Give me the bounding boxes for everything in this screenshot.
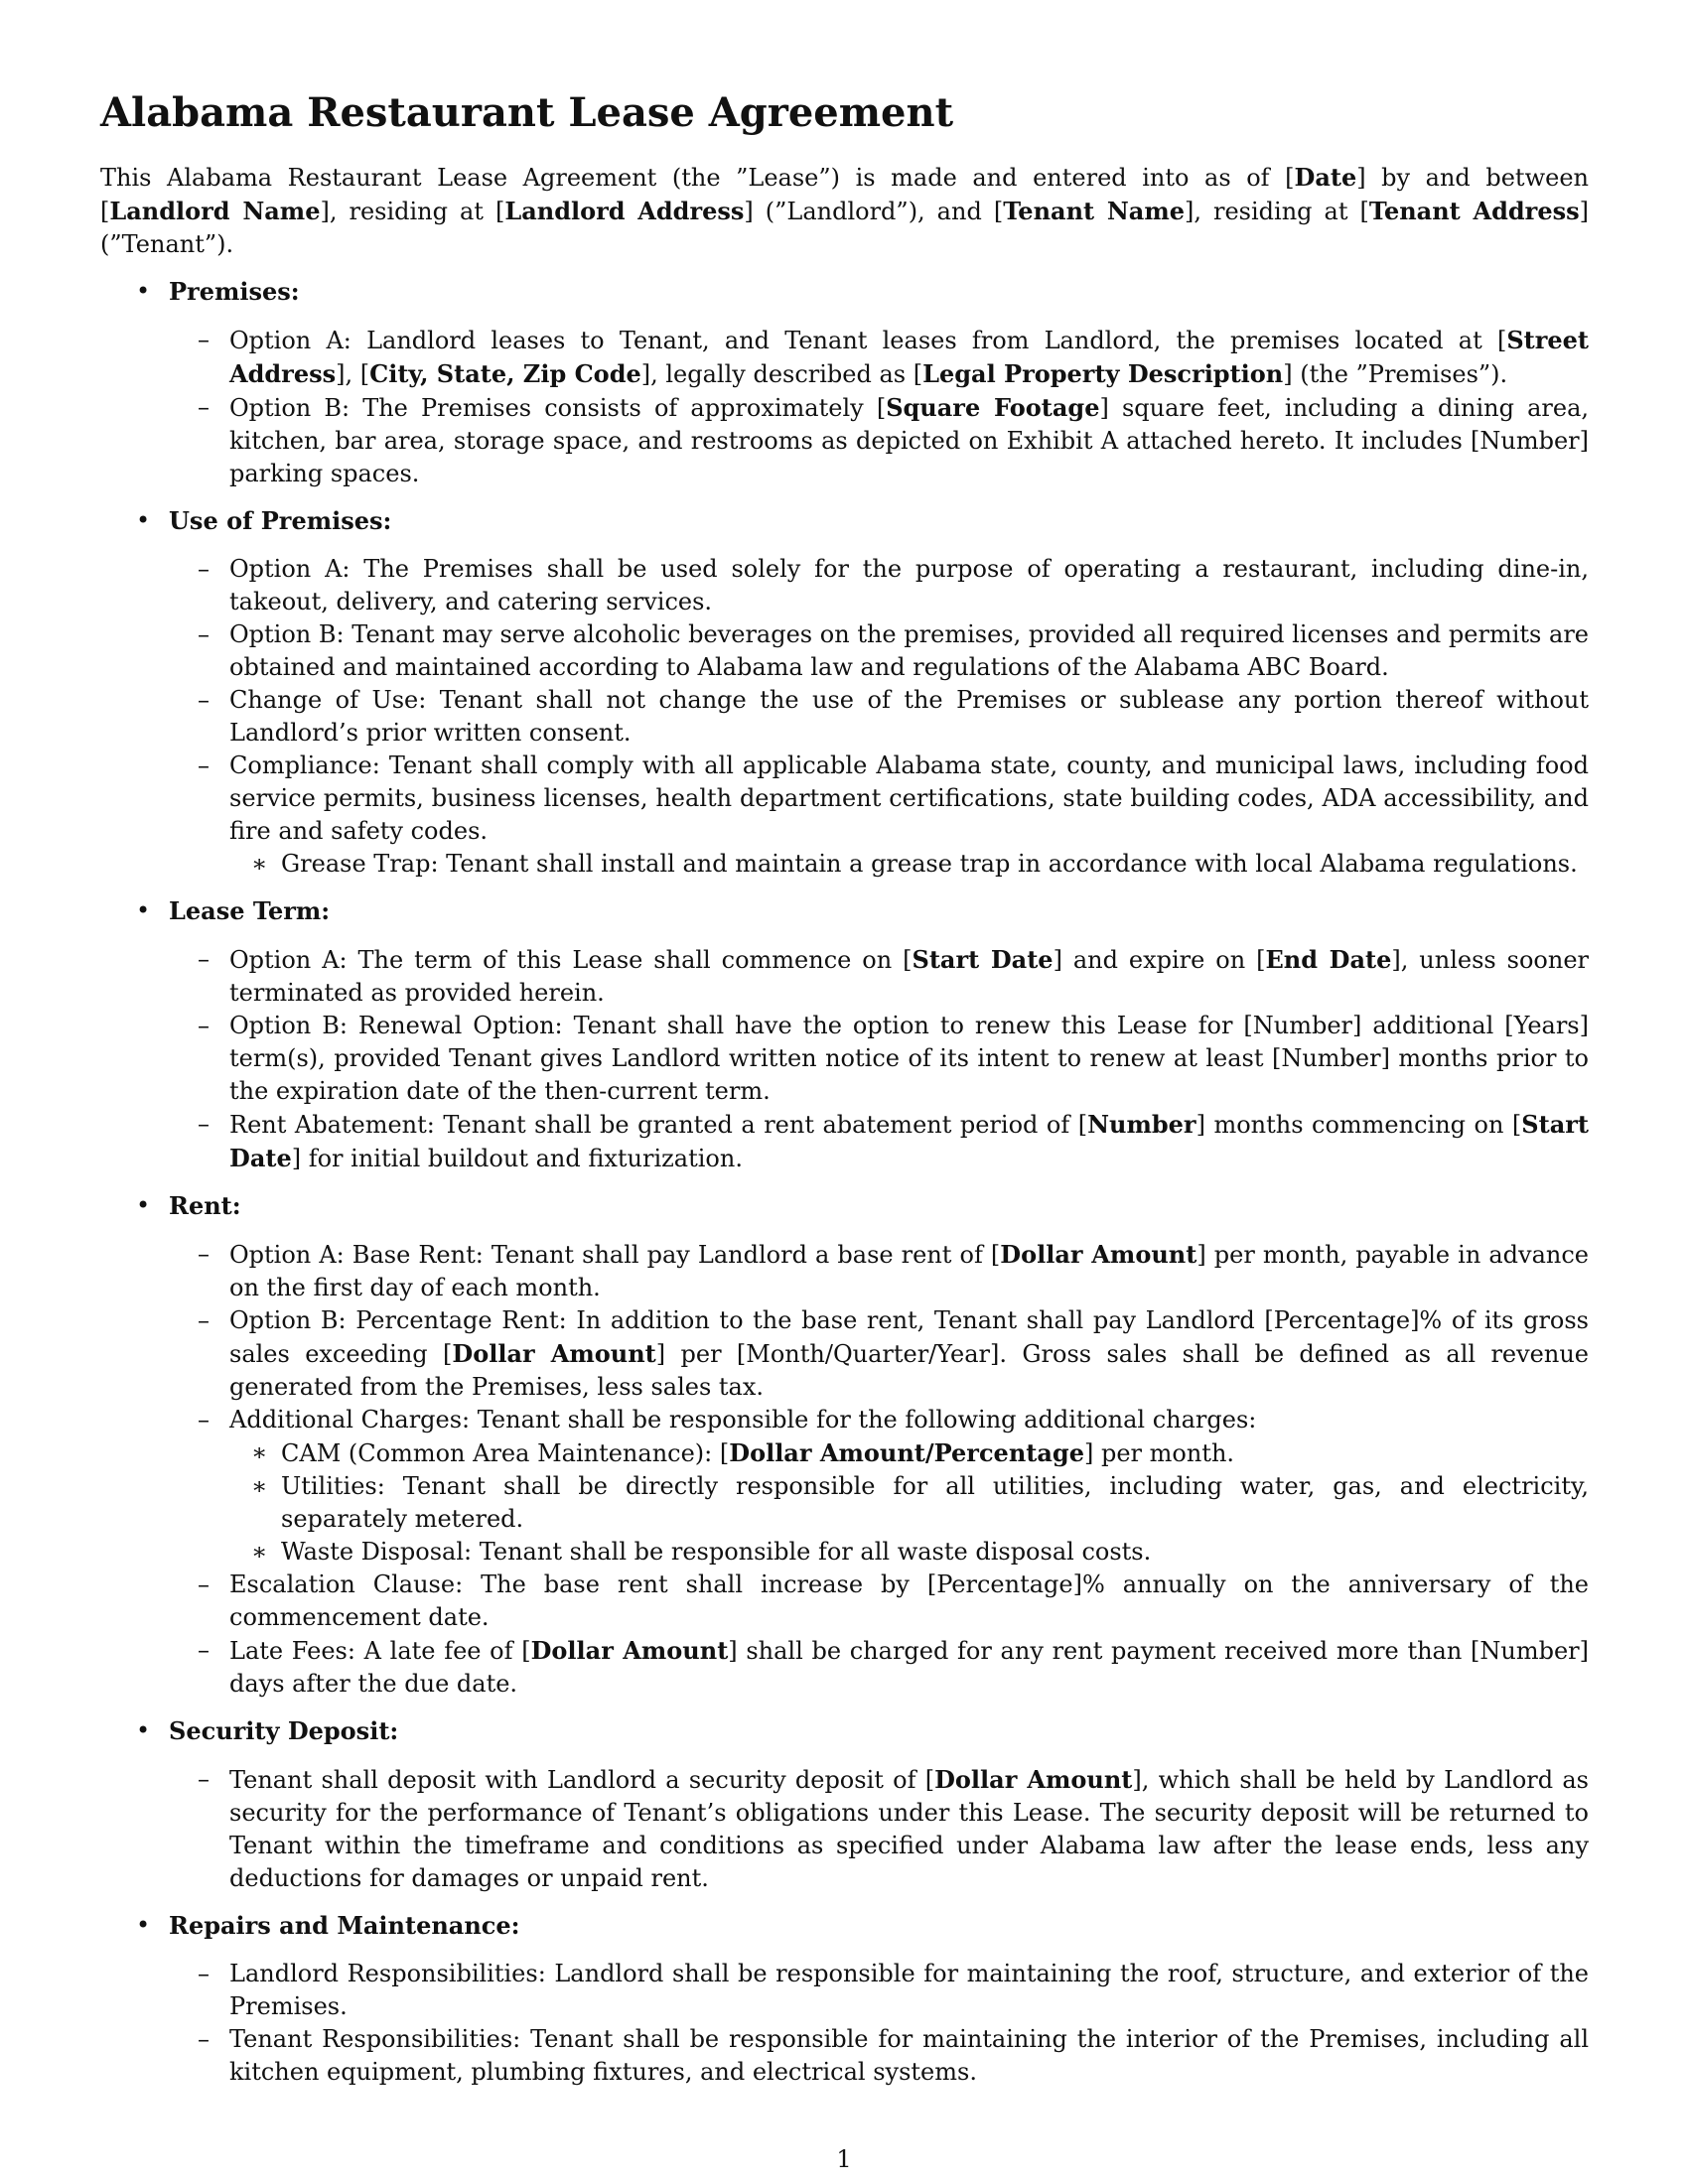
placeholder-landlord-name: Landlord Name	[109, 197, 321, 225]
clause-item: – Additional Charges: Tenant shall be responsible for the following additional charges: ∗ CAM (Common Area Maintenance): [Dollar Amount/Percentage] per month. ∗ Utilities: Tenant shall be directly responsible for all utilities, including water, gas, and electricity, separately metered. ∗ Waste Disposal: Tenant shall be responsible for all waste disposal costs.	[169, 1404, 1589, 1569]
page-number: 1	[836, 2145, 852, 2173]
dash-icon: –	[198, 326, 210, 353]
bullet-icon: •	[136, 896, 151, 924]
bullet-icon: •	[136, 277, 151, 305]
asterisk-icon: ∗	[251, 850, 268, 878]
dash-icon: –	[198, 1012, 210, 1039]
clause-item: – Tenant Responsibilities: Tenant shall be responsible for maintaining the interior of the Premises, including all kitchen equipment, plumbing fixtures, and electrical systems.	[198, 2025, 1589, 2086]
section-use-of-premises	[100, 504, 1589, 881]
clause-item: – Late Fees: A late fee of [Dollar Amount] shall be charged for any rent payment received more than [Number] days after the due date.	[198, 1636, 1589, 1698]
placeholder-date: Date	[1294, 163, 1357, 192]
clause-list	[169, 943, 1589, 1175]
document-body	[100, 85, 1589, 2103]
asterisk-icon: ∗	[251, 1538, 268, 1566]
clause-item: – Escalation Clause: The base rent shall increase by [Percentage]% annually on the anniversary of the commencement date.	[198, 1570, 1589, 1631]
subclause-list	[229, 1436, 1589, 1569]
bullet-icon: •	[136, 1191, 151, 1219]
bullet-icon: •	[136, 1716, 151, 1744]
section-premises	[100, 275, 1589, 490]
subclause-list	[229, 848, 1589, 881]
clause-item: – Option B: Renewal Option: Tenant shall have the option to renew this Lease for [Number] additional [Years] term(s), provided Tenant gives Landlord written notice of its intent to renew at least [Number] months prior to the expiration date of the then-current term.	[198, 1012, 1589, 1105]
dash-icon: –	[198, 1570, 210, 1598]
clause-item: – Option B: Tenant may serve alcoholic beverages on the premises, provided all required licenses and permits are obtained and maintained according to Alabama law and regulations of the Alabama ABC Board.	[198, 620, 1589, 681]
dash-icon: –	[198, 945, 210, 973]
clause-list	[169, 1958, 1589, 2089]
clause-item: – Option A: Base Rent: Tenant shall pay Landlord a base rent of [Dollar Amount] per month, payable in advance on the first day of each month.	[198, 1240, 1589, 1301]
subclause-item: ∗ Utilities: Tenant shall be directly responsible for all utilities, including water, gas, and electricity, separately metered.	[251, 1472, 1589, 1533]
intro-paragraph: This Alabama Restaurant Lease Agreement (the ”Lease”) is made and entered into as of [Date] by and between [Landlord Name], residing at [Landlord Address] (”Landlord”), and [Tenant Name], residing at [Tenant Address] (”Tenant”).	[100, 163, 1589, 258]
dash-icon: –	[198, 1110, 210, 1138]
clause-item: – Option A: The Premises shall be used solely for the purpose of operating a restaurant, including dine-in, takeout, delivery, and catering services.	[198, 555, 1589, 615]
page-title: Alabama Restaurant Lease Agreement	[100, 89, 954, 136]
section-title: Security Deposit:	[169, 1716, 399, 1745]
dash-icon: –	[198, 751, 210, 779]
dash-icon: –	[198, 2025, 210, 2053]
section-repairs-and-maintenance	[100, 1909, 1589, 2089]
section-list	[100, 275, 1589, 2089]
asterisk-icon: ∗	[251, 1438, 268, 1466]
placeholder-tenant-address: Tenant Address	[1368, 197, 1580, 225]
subclause-item: ∗ CAM (Common Area Maintenance): [Dollar Amount/Percentage] per month.	[251, 1438, 1235, 1467]
clause-item: – Option B: The Premises consists of approximately [Square Footage] square feet, including a dining area, kitchen, bar area, storage space, and restrooms as depicted on Exhibit A attached hereto. It includes [Number] parking spaces.	[198, 393, 1590, 487]
clause-item: – Tenant shall deposit with Landlord a security deposit of [Dollar Amount], which shall be held by Landlord as security for the performance of Tenant’s obligations under this Lease. The security deposit will be returned to Tenant within the timeframe and conditions as specified under Alabama law after the lease ends, less any deductions for damages or unpaid rent.	[198, 1765, 1589, 1892]
placeholder-tenant-name: Tenant Name	[1003, 197, 1185, 225]
dash-icon: –	[198, 1636, 210, 1664]
section-security-deposit	[100, 1714, 1589, 1895]
dash-icon: –	[198, 1306, 210, 1334]
bullet-icon: •	[136, 1911, 151, 1939]
clause-item: – Rent Abatement: Tenant shall be granted a rent abatement period of [Number] months commencing on [Start Date] for initial buildout and fixturization.	[198, 1110, 1589, 1172]
dash-icon: –	[198, 393, 210, 421]
clause-list	[169, 1763, 1589, 1895]
clause-item: – Compliance: Tenant shall comply with all applicable Alabama state, county, and municipal laws, including food service permits, business licenses, health department certifications, state building codes, ADA accessibility, and fire and safety codes. ∗ Grease Trap: Tenant shall install and maintain a grease trap in accordance with local Alabama regulations.	[169, 750, 1589, 881]
dash-icon: –	[198, 686, 210, 714]
dash-icon: –	[198, 555, 210, 583]
dash-icon: –	[198, 1240, 210, 1268]
clause-list	[169, 553, 1589, 881]
section-title: Lease Term:	[169, 896, 331, 925]
section-title: Rent:	[169, 1191, 241, 1220]
clause-item: – Option A: The term of this Lease shall commence on [Start Date] and expire on [End Date], unless sooner terminated as provided herein.	[198, 945, 1590, 1007]
subclause-item: ∗ Grease Trap: Tenant shall install and maintain a grease trap in accordance with local Alabama regulations.	[229, 848, 1589, 881]
clause-item: – Option A: Landlord leases to Tenant, and Tenant leases from Landlord, the premises located at [Street Address], [City, State, Zip Code], legally described as [Legal Property Description] (the ”Premises”).	[198, 326, 1589, 388]
clause-item: – Option B: Percentage Rent: In addition to the base rent, Tenant shall pay Landlord [Percentage]% of its gross sales exceeding [Dollar Amount] per [Month/Quarter/Year]. Gross sales shall be defined as all revenue generated from the Premises, less sales tax.	[198, 1306, 1590, 1401]
dash-icon: –	[198, 1765, 210, 1793]
dash-icon: –	[198, 620, 210, 648]
dash-icon: –	[198, 1960, 210, 1987]
subclause-item: ∗ Waste Disposal: Tenant shall be responsible for all waste disposal costs.	[229, 1536, 1589, 1569]
clause-list	[169, 324, 1589, 490]
dash-icon: –	[198, 1406, 210, 1433]
section-title: Premises:	[169, 277, 300, 306]
clause-item: – Change of Use: Tenant shall not change the use of the Premises or sublease any portion thereof without Landlord’s prior written consent.	[198, 686, 1589, 747]
section-title: Repairs and Maintenance:	[169, 1911, 520, 1940]
clause-list	[169, 1238, 1589, 1701]
placeholder-landlord-address: Landlord Address	[504, 197, 745, 225]
section-rent	[100, 1189, 1589, 1701]
bullet-icon: •	[136, 506, 151, 534]
asterisk-icon: ∗	[251, 1472, 268, 1500]
section-title: Use of Premises:	[169, 506, 392, 535]
clause-item: – Landlord Responsibilities: Landlord shall be responsible for maintaining the roof, structure, and exterior of the Premises.	[198, 1960, 1589, 2020]
section-lease-term	[100, 894, 1589, 1175]
